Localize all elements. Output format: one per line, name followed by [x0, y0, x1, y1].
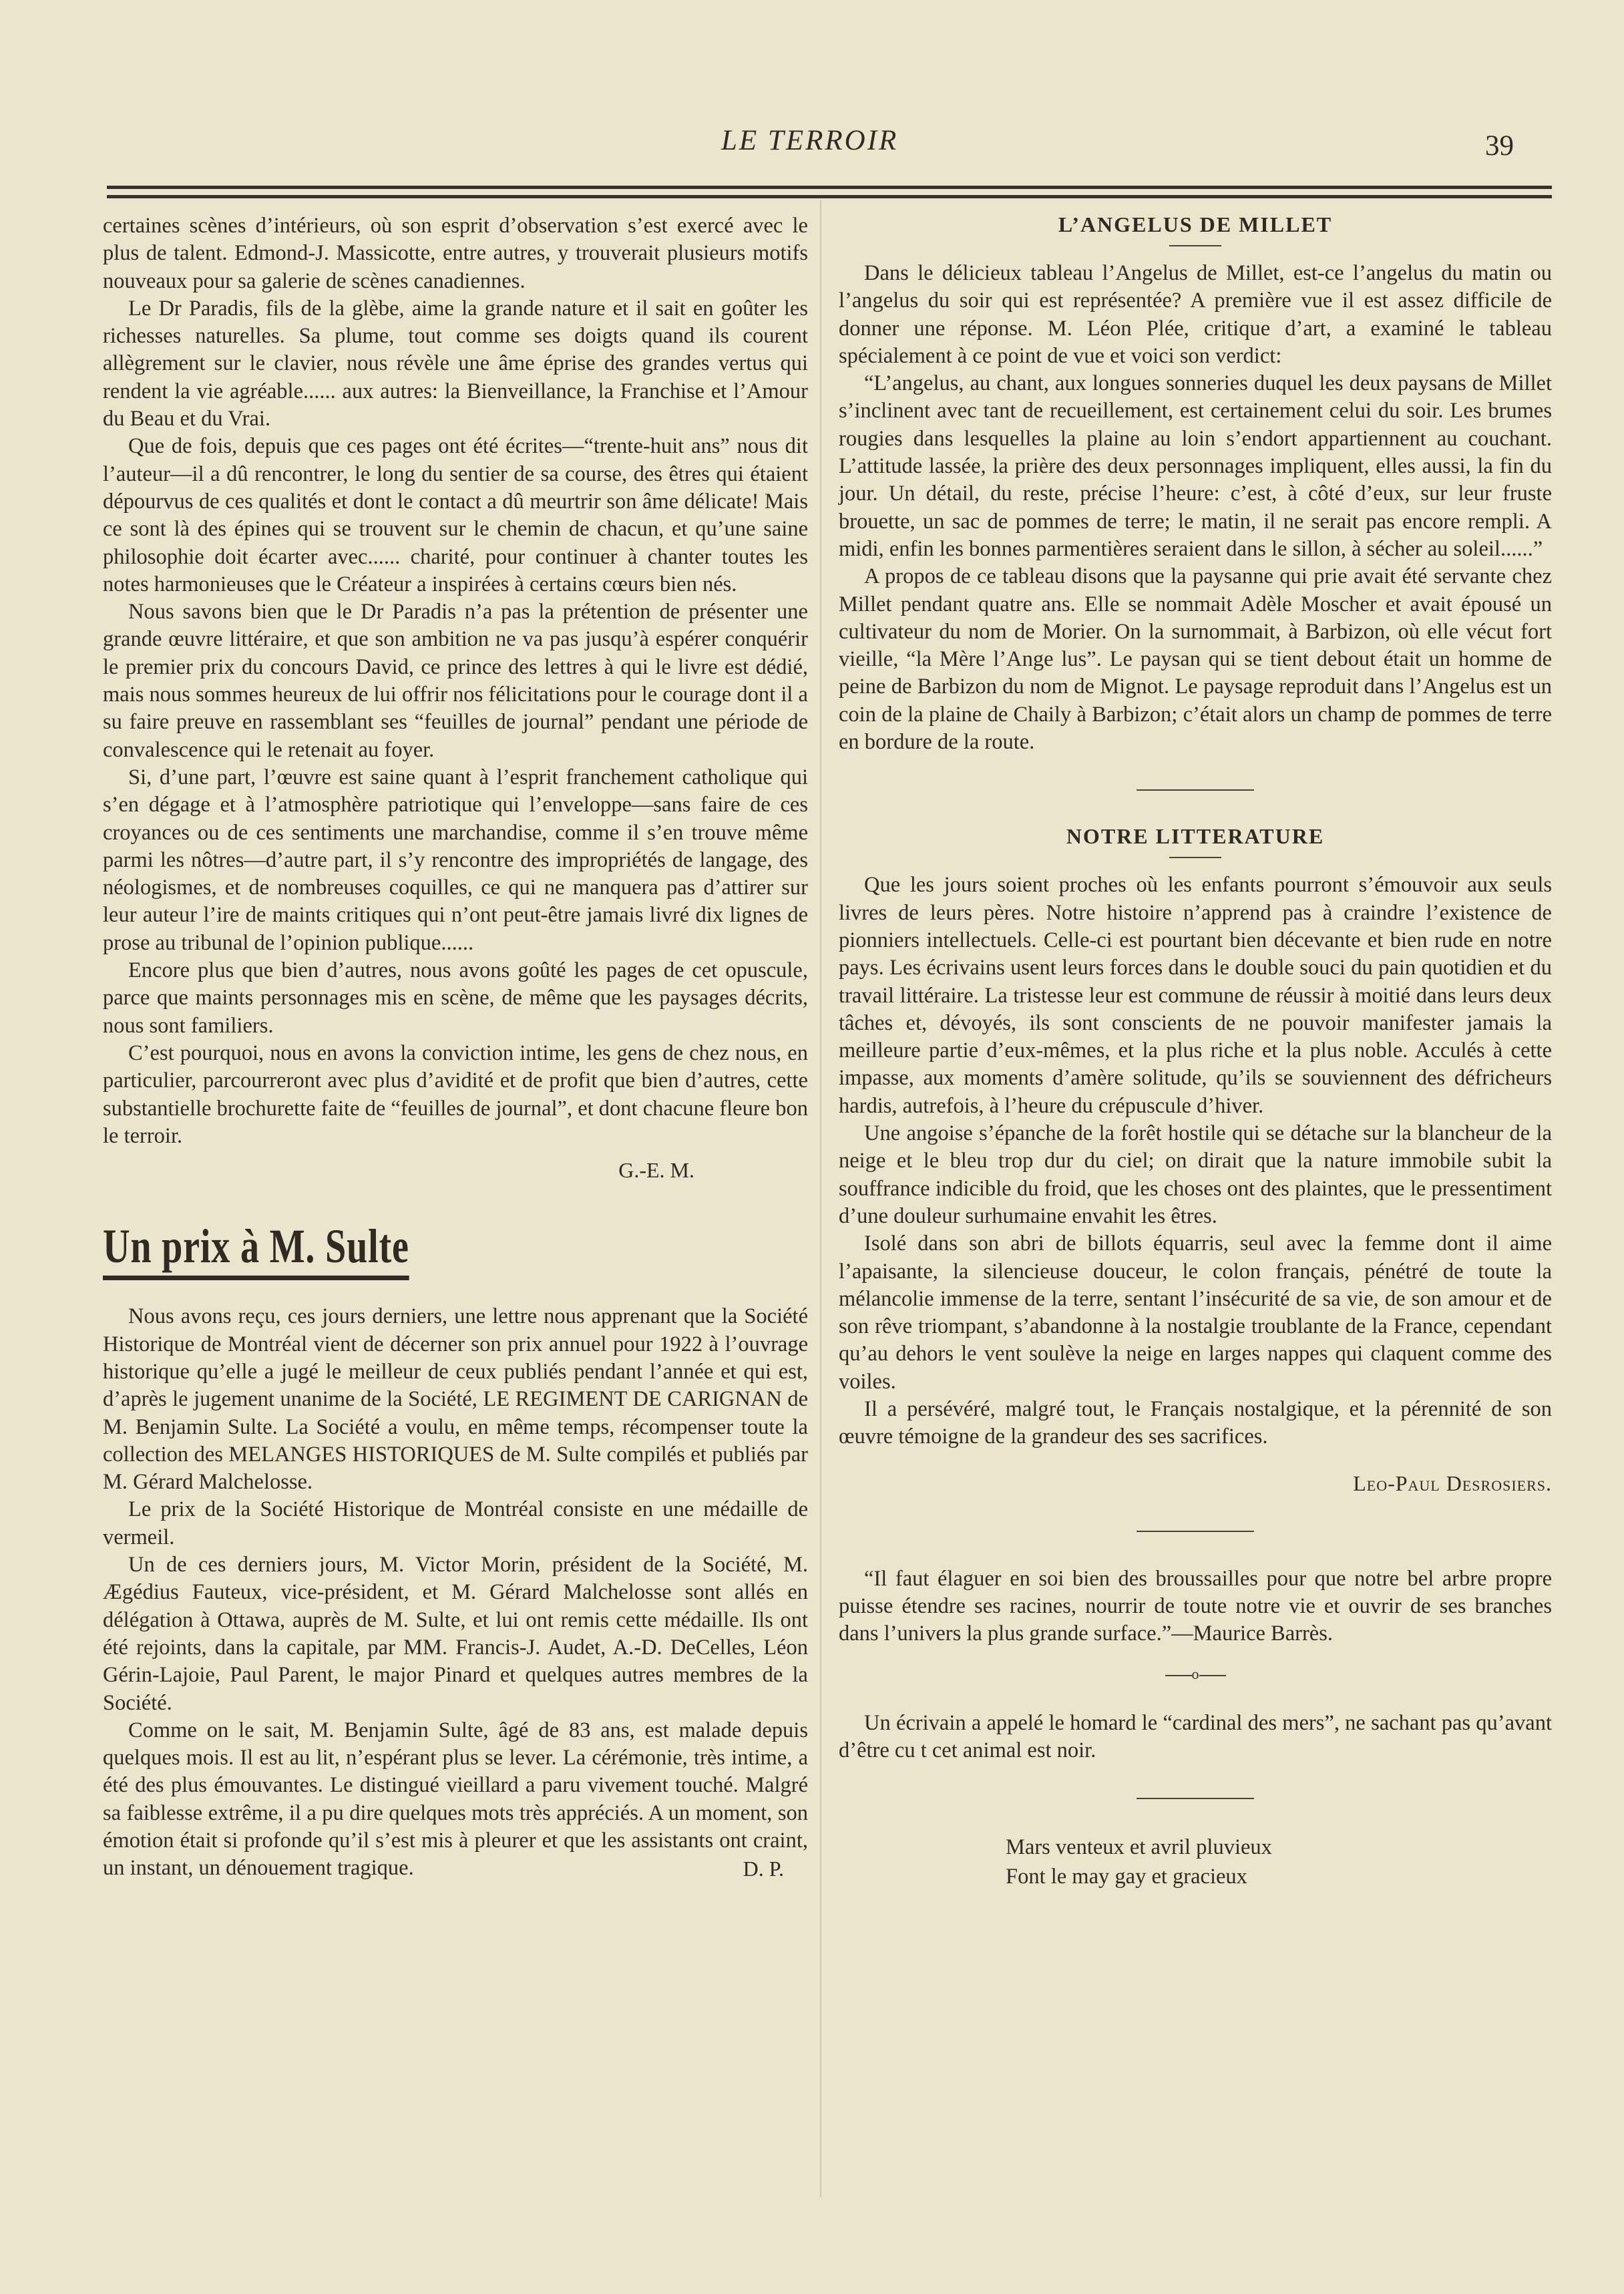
section-title-litterature: NOTRE LITTERATURE: [1066, 824, 1325, 849]
article-paragraph: Nous avons reçu, ces jours derniers, une lettre nous apprenant que la Société Historique de Montréal vient de décerner son prix annuel pour 1922 à l’ouvrage historique qu’elle a jugé le meilleur de ceux publiés pendant l’année et qui est, d’après le jugement unanime de la Société, LE REGIMENT DE CARIGNAN de M. Benjamin Sulte. La Société a voulu, en même temps, récompenser toute la collection des MELANGES HISTORIQUES de M. Sulte compilés et publiés par M. Gérard Malchelosse.: [103, 1304, 808, 1495]
left-column: [103, 212, 808, 1883]
barres-quote: “Il faut élaguer en soi bien des broussailles pour que notre bel arbre propre puisse étendre ses racines, nourrir de toute notre vie et ouvrir de ses branches dans l’univers la plus grande surface.”—Maurice Barrès.: [839, 1566, 1552, 1646]
review-paragraph: Encore plus que bien d’autres, nous avons goûté les pages de cet opuscule, parce que maints personnages mis en scène, de même que les paysages décrits, nous sont familiers.: [103, 958, 808, 1038]
proverb-line: Mars venteux et avril pluvieux: [1006, 1835, 1272, 1860]
proverb-line: Font le may gay et gracieux: [1006, 1865, 1247, 1889]
running-header-title: LE TERROIR: [721, 125, 899, 156]
section-divider: [1137, 789, 1254, 791]
article-paragraph: Un de ces derniers jours, M. Victor Morin, président de la Société, M. Ægédius Fauteux, vice-président, et M. Gérard Malchelosse sont allés en délégation à Ottawa, auprès de M. Sulte, et lui ont remis cette médaille. Ils ont été rejoints, dans la capitale, par MM. Francis-J. Audet, A.-D. DeCelles, Léon Gérin-Lajoie, Paul Parent, le major Pinard et quelques autres membres de la Société.: [103, 1553, 808, 1715]
homard-note: Un écrivain a appelé le homard le “cardinal des mers”, ne sachant pas qu’avant d’être cu t cet animal est noir.: [839, 1710, 1552, 1763]
review-paragraph: Nous savons bien que le Dr Paradis n’a pas la prétention de présenter une grande œuvre littéraire, et que son ambition ne va pas jusqu’à espérer conquérir le premier prix du concours David, ce prince des lettres à qui le livre est dédié, mais nous sommes heureux de lui offrir nos félicitations pour le courage dont il a su faire preuve en rassemblant ses “feuilles de journal” pendant une période de convalescence qui le retenait au foyer.: [103, 600, 808, 762]
review-paragraph: Si, d’une part, l’œuvre est saine quant à l’esprit franchement catholique qui s’en dégage et à l’atmosphère patriotique qui l’enveloppe—sans faire de ces croyances ou de ces sentiments une marchandise, comme il s’en trouve même parmi les nôtres—d’autre part, il s’y rencontre des impropriétés de langage, des néologismes, et de nombreuses coquilles, ce qui ne manquera pas d’attirer sur leur auteur l’ire de maints critiques qui n’ont peut-être jamais livré dix lignes de prose au tribunal de l’opinion publique......: [103, 765, 808, 955]
title-rule: [1169, 857, 1221, 858]
litterature-paragraph: Isolé dans son abri de billots équarris, seul avec la femme dont il aime l’apaisante, la silencieuse douceur, le colon français, pénétré de toute la mélancolie immense de la terre, sentant l’insécurité de sa vie, de son amour et de son rêve triompant, s’abandonne à la nostalgie troublante de la France, cependant qu’au dehors le vent soulève la neige en larges nappes qui claquent comme des voiles.: [839, 1231, 1552, 1394]
section-title-angelus: L’ANGELUS DE MILLET: [1058, 212, 1333, 236]
review-paragraph: certaines scènes d’intérieurs, où son esprit d’observation s’est exercé avec le plus de talent. Edmond-J. Massicotte, entre autres, y trouverait plusieurs motifs nouveaux pour sa galerie de scènes canadiennes.: [103, 214, 808, 293]
header-rule-bottom: [107, 195, 1552, 198]
section-divider: [1137, 1798, 1254, 1799]
angelus-paragraph: Dans le délicieux tableau l’Angelus de Millet, est-ce l’angelus du matin ou l’angelus du soir qui est représentée? A première vue il est assez difficile de donner une réponse. M. Léon Plée, critique d’art, a examiné le tableau spécialement à ce point de vue et voici son verdict:: [839, 261, 1552, 368]
litterature-paragraph: Il a persévéré, malgré tout, le Français nostalgique, et la pérennité de son œuvre témoigne de la grandeur des ses sacrifices.: [839, 1396, 1552, 1449]
review-paragraph: Que de fois, depuis que ces pages ont été écrites—“trente-huit ans” nous dit l’auteur—il a dû rencontrer, le long du sentier de sa course, des êtres qui étaient dépourvus de ces qualités et dont le contact a dû meurtrir son âme délicate! Mais ce sont là des épines qui se trouvent sur le chemin de chacun, et qu’une saine philosophie doit écarter avec...... charité, pour continuer à chanter toutes les notes harmonieuses que le Créateur a inspirées à certains cœurs bien nés.: [103, 434, 808, 596]
section-divider: [1137, 1531, 1254, 1532]
article-paragraph: Comme on le sait, M. Benjamin Sulte, âgé de 83 ans, est malade depuis quelques mois. Il est au lit, n’espérant plus se lever. La cérémonie, très intime, a été des plus émouvantes. Le distingué vieillard a paru vivement touché. Malgré sa faiblesse extrême, il a pu dire quelques mots très appréciés. A un moment, son émotion était si profonde qu’il s’est mis à pleurer et que les assistants ont craint, un instant, un dénouement tragique.: [103, 1718, 808, 1881]
column-divider: [820, 200, 821, 2197]
review-signature: G.-E. M.: [618, 1158, 694, 1183]
review-paragraph: Le Dr Paradis, fils de la glèbe, aime la grande nature et il sait en goûter les richesses naturelles. Sa plume, tout comme ses doigts quand ils courent allègrement sur le clavier, nous révèle une âme éprise des grandes vertus qui rendent la vie agréable...... aux autres: la Bienveillance, la Franchise et l’Amour du Beau et du Vrai.: [103, 296, 808, 431]
header-rule-top: [107, 186, 1552, 189]
article-paragraph: Le prix de la Société Historique de Montréal consiste en une médaille de vermeil.: [103, 1497, 808, 1549]
page-number: 39: [1485, 130, 1514, 162]
review-paragraph: C’est pourquoi, nous en avons la conviction intime, les gens de chez nous, en particulier, parcourreront avec plus d’avidité et de profit que bien d’autres, cette substantielle brochurette faite de “feuilles de journal”, et dont chacune fleure bon le terroir.: [103, 1040, 808, 1148]
litterature-signature: Leo-Paul Desrosiers.: [1353, 1471, 1552, 1495]
ornament-divider: o: [839, 1666, 1552, 1683]
litterature-paragraph: Une angoise s’épanche de la forêt hostile qui se détache sur la blancheur de la neige et le bleu trop dur du ciel; on dirait que la nature immobile subit la souffrance indicible du froid, que les choses ont des plaintes, que le pressentiment d’une douleur surhumaine envahit les êtres.: [839, 1121, 1552, 1228]
article-title: Un prix à M. Sulte: [103, 1219, 409, 1280]
litterature-paragraph: Que les jours soient proches où les enfants pourront s’émouvoir aux seuls livres de leurs pères. Notre histoire n’apprend pas à craindre l’existence de pionniers intellectuels. Celle-ci est pourtant bien décevante et bien rude en notre pays. Les écrivains usent leurs forces dans le double souci du pain quotidien et du travail littéraire. La tristesse leur est commune de réussir à moitié dans leurs deux tâches et, dévoyés, ils sont conscients de ne pouvoir manifester jamais la meilleure partie d’eux-mêmes, et la plus riche et la plus noble. Acculés à cette impasse, aux moments d’amère solitude, qu’ils se souviennent des défricheurs hardis, autrefois, à l’heure du crépuscule d’hiver.: [839, 873, 1552, 1118]
angelus-paragraph: “L’angelus, au chant, aux longues sonneries duquel les deux paysans de Millet s’inclinent avec tant de recueillement, est certainement celui du soir. Les brumes rougies dans lesquelles la plaine au loin s’endort appartiennent au couchant. L’attitude lassée, la prière des deux personnages impliquent, elles aussi, la fin du jour. Un détail, du reste, précise l’heure: c’est, à côté d’eux, sur leur fruste brouette, un sac de pommes de terre; le matin, il ne serait pas encore rempli. A midi, enfin les bonnes parmentières seraient dans le sillon, à sécher au soleil......”: [839, 371, 1552, 561]
article-signature: D. P.: [743, 1856, 784, 1881]
title-rule: [1169, 245, 1221, 246]
angelus-paragraph: A propos de ce tableau disons que la paysanne qui prie avait été servante chez Millet pendant quatre ans. Elle se nommait Adèle Moscher et avait épousé un cultivateur du nom de Morier. On la surnommait, à Barbizon, où elle vécut fort vieille, “la Mère l’Ange lus”. Le paysan qui se tient debout était un homme de peine de Barbizon du nom de Mignot. Le paysage reproduit dans l’Angelus est un coin de la plaine de Chaily à Barbizon; c’était alors un champ de pommes de terre en bordure de la route.: [839, 564, 1552, 755]
right-column: [839, 212, 1552, 1891]
